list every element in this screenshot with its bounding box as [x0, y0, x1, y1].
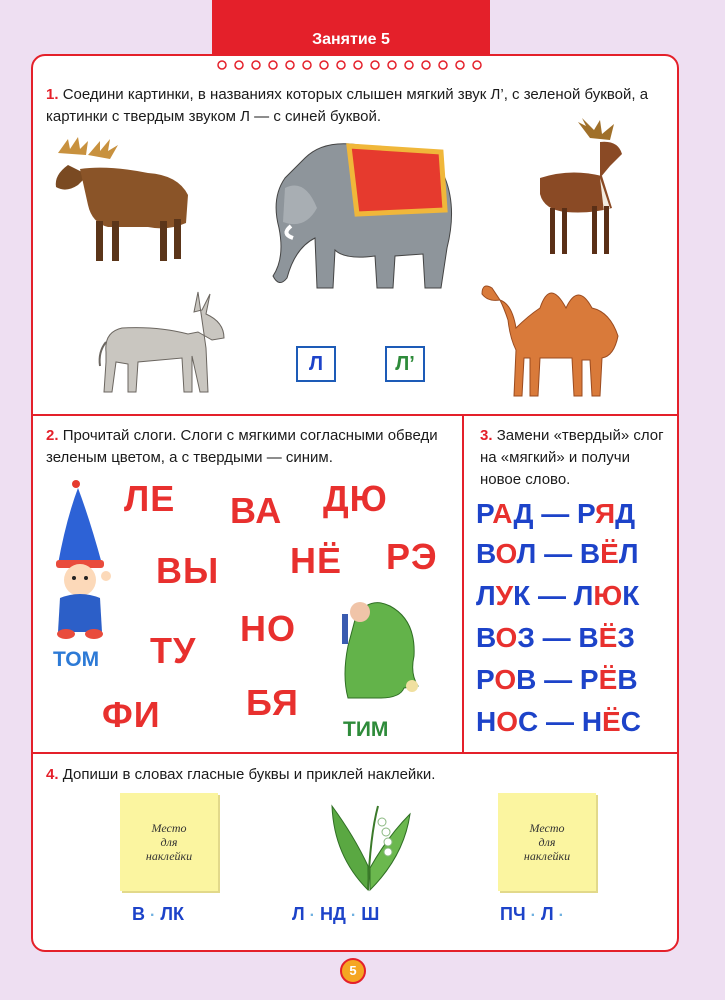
moose-illustration[interactable]	[48, 135, 198, 265]
word-pair-row: ВОЗ — ВЁЗ	[476, 622, 635, 653]
soft-l-letter-box[interactable]: Л’	[385, 346, 425, 382]
task1-text: Соедини картинки, в названиях которых слышен мягкий звук Л’, с зеленой буквой, а картинки с твердым звуком Л — с синей буквой.	[46, 86, 649, 125]
task2-number: 2.	[46, 427, 59, 444]
syllable-bya[interactable]: БЯ	[246, 682, 299, 723]
task4-instruction	[46, 764, 666, 786]
task4-number: 4.	[46, 766, 59, 783]
syllable-dyu[interactable]: ДЮ	[323, 478, 388, 519]
word-pair-row: ВОЛ — ВЁЛ	[476, 538, 639, 569]
task4-text: Допиши в словах гласные буквы и приклей наклейки.	[62, 766, 436, 783]
word-pair-row: РАД — РЯД	[476, 498, 636, 529]
word-pair-row: НОС — НЁС	[476, 706, 642, 737]
task2-instruction	[46, 425, 458, 469]
syllable-va[interactable]: ВА	[230, 490, 283, 531]
divider-task1	[32, 414, 678, 416]
lesson-title: Занятие 5	[312, 31, 390, 48]
name-tim-label: ТИМ	[343, 718, 389, 741]
divider-task3	[32, 752, 678, 754]
hard-l-letter-box[interactable]: Л	[296, 346, 336, 382]
syllable-vy[interactable]: ВЫ	[156, 550, 220, 591]
sticker-placeholder-1[interactable]: Место для наклейки	[120, 793, 218, 891]
word-pair-row: ЛУК — ЛЮК	[476, 580, 640, 611]
name-tom-label: ТОМ	[53, 648, 100, 671]
divider-task2-task3	[462, 415, 464, 753]
task1-number: 1.	[46, 86, 59, 103]
task3-number: 3.	[480, 427, 493, 444]
task3-instruction	[480, 425, 670, 491]
word-fill-1: В · ЛК	[132, 904, 184, 924]
syllable-fi[interactable]: ФИ	[102, 694, 161, 735]
syllable-re[interactable]: РЭ	[386, 536, 438, 577]
syllable-tu[interactable]: ТУ	[150, 630, 197, 671]
gnome-tim-illustration	[340, 596, 420, 706]
syllable-no[interactable]: НО	[240, 608, 296, 649]
deer-illustration[interactable]	[530, 118, 640, 258]
task3-text: Замени «твердый» слог на «мягкий» и получи новое слово.	[480, 427, 664, 488]
word-pair-row: РОВ — РЁВ	[476, 664, 638, 695]
elephant-illustration[interactable]	[265, 138, 460, 293]
page-number: 5	[340, 958, 366, 984]
syllable-nyo[interactable]: НЁ	[290, 540, 343, 581]
sticker-placeholder-2[interactable]: Место для наклейки	[498, 793, 596, 891]
camel-illustration[interactable]	[478, 268, 628, 398]
syllable-le[interactable]: ЛЕ	[124, 478, 176, 519]
gnome-tom-illustration	[46, 480, 116, 640]
spiral-rings-overlay	[212, 56, 490, 72]
task2-text: Прочитай слоги. Слоги с мягкими согласными обведи зеленым цветом, а с твердыми — синим.	[46, 427, 438, 466]
donkey-illustration[interactable]	[98, 292, 228, 397]
lily-of-the-valley-illustration	[324, 796, 414, 891]
word-fill-3: ПЧ · Л ·	[500, 904, 564, 924]
word-fill-2: Л · НД · Ш	[292, 904, 380, 924]
